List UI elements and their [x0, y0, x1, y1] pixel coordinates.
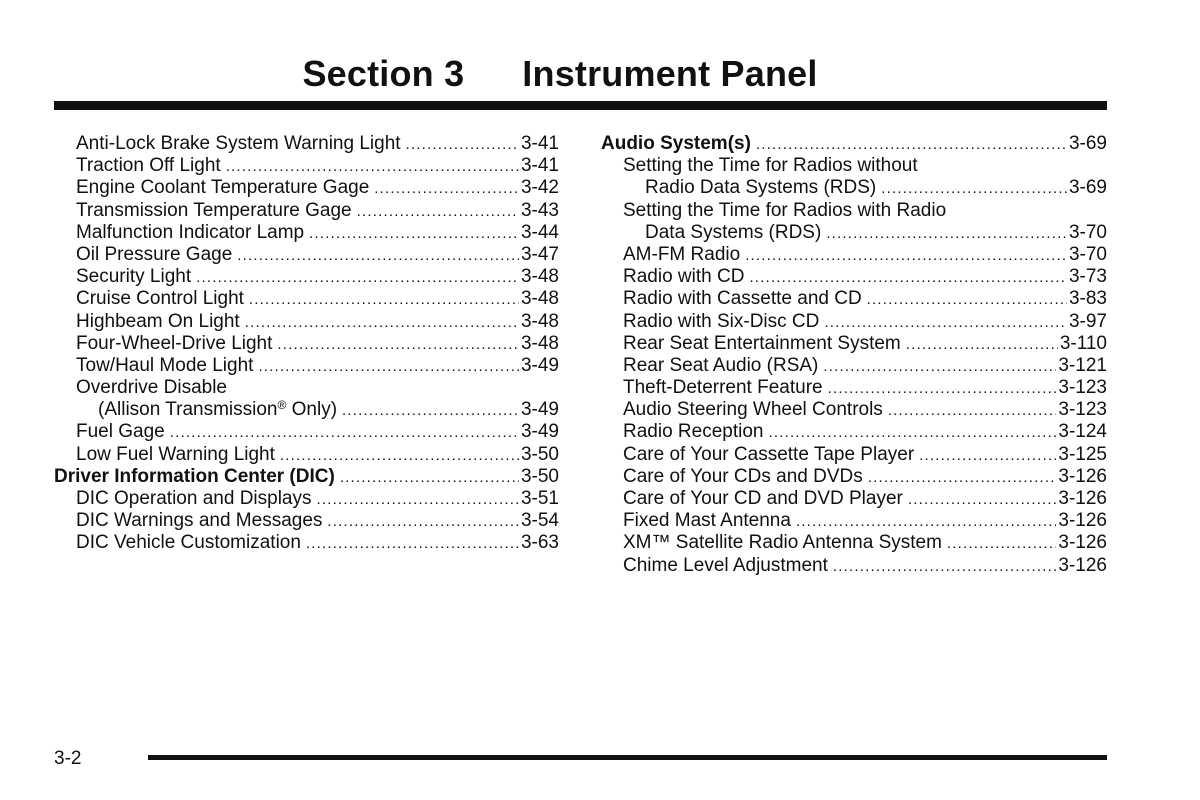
toc-entry-label: [623, 288, 862, 310]
toc-page-number: 3-70: [1068, 221, 1107, 243]
toc-entry-label: [623, 244, 740, 266]
toc-entry-label: [76, 532, 301, 554]
toc-left-column: [54, 133, 559, 555]
toc-entry-text: Care of Your CD and DVD Player: [623, 488, 903, 509]
toc-heading: [601, 133, 1107, 155]
title-divider: [54, 101, 1107, 110]
toc-entry-text: Audio System(s): [601, 133, 751, 154]
toc-entry: [54, 266, 559, 288]
toc-entry: [54, 155, 559, 177]
toc-entry-text: Setting the Time for Radios with Radio: [623, 199, 947, 221]
toc-page-number: 3-42: [520, 177, 559, 199]
toc-entry-label: [623, 377, 823, 399]
toc-entry-text: Radio with Cassette and CD: [623, 288, 862, 310]
dot-leader: [340, 467, 519, 489]
toc-entry-text: Cruise Control Light: [76, 288, 244, 310]
toc-entry: [601, 510, 1107, 532]
toc-page-number: 3-124: [1058, 421, 1107, 443]
dot-leader: [357, 201, 519, 223]
toc-entry: [54, 311, 559, 333]
toc-page-number: 3-51: [520, 488, 559, 509]
toc-entry-label: [623, 444, 914, 466]
toc-entry: [54, 288, 559, 310]
toc-entry: [54, 510, 559, 532]
toc-page-number: 3-123: [1058, 377, 1107, 399]
toc-page-number: 3-126: [1058, 465, 1107, 487]
toc-entry-label: [623, 555, 828, 577]
toc-entry-text: DIC Vehicle Customization: [76, 532, 301, 554]
toc-entry: [601, 244, 1107, 266]
section-label: Section 3: [302, 53, 465, 94]
toc-page-number: 3-83: [1068, 288, 1107, 310]
toc-entry-label: [623, 355, 818, 377]
toc-entry-label: [623, 421, 763, 443]
toc-entry-text: Traction Off Light: [76, 155, 221, 177]
dot-leader: [908, 489, 1057, 511]
toc-heading: [54, 466, 559, 488]
toc-entry-label: [623, 466, 863, 488]
toc-entry-text: XM™ Satellite Radio Antenna System: [623, 532, 942, 554]
toc-page-number: 3-49: [520, 399, 559, 421]
page-number: 3-2: [54, 748, 82, 769]
dot-leader: [868, 467, 1057, 489]
toc-page-number: 3-63: [520, 532, 559, 554]
toc-page-number: 3-50: [520, 465, 559, 487]
toc-entry: [601, 399, 1107, 421]
toc-page-number: 3-43: [520, 199, 559, 221]
toc-entry: [54, 532, 559, 554]
toc-page-number: 3-49: [520, 421, 559, 443]
toc-entry: [601, 200, 1107, 222]
toc-entry: [601, 488, 1107, 510]
toc-entry-label: [76, 510, 322, 532]
toc-entry-text: Radio Data Systems (RDS): [645, 177, 877, 199]
toc-page-number: 3-69: [1068, 133, 1107, 154]
toc-page-number: 3-49: [520, 354, 559, 376]
toc-entry: [54, 133, 559, 155]
toc-entry-label: [623, 333, 901, 355]
dot-leader: [756, 134, 1067, 156]
toc-entry-text: Audio Steering Wheel Controls: [623, 399, 883, 421]
toc-entry-label: [645, 222, 821, 244]
toc-entry: [601, 444, 1107, 466]
toc-entry-text: AM-FM Radio: [623, 243, 741, 265]
toc-entry-label: [54, 466, 335, 488]
toc-entry: [601, 333, 1107, 355]
toc-entry-label: [76, 266, 191, 288]
toc-entry-text: Overdrive Disable: [76, 377, 227, 399]
toc-entry-label: [623, 266, 744, 288]
toc-entry-label: [76, 311, 240, 333]
toc-entry-text: Chime Level Adjustment: [623, 554, 828, 576]
toc-entry: [54, 222, 559, 244]
footer-divider: [148, 755, 1107, 760]
toc-page-number: 3-123: [1058, 399, 1107, 421]
toc-entry-text: Oil Pressure Gage: [76, 243, 233, 265]
toc-entry-label: [76, 133, 401, 155]
dot-leader: [796, 511, 1056, 533]
toc-entry-text: Fixed Mast Antenna: [623, 510, 791, 532]
dot-leader: [919, 445, 1056, 467]
toc-page-number: 3-41: [520, 155, 559, 177]
toc-page-number: 3-97: [1068, 310, 1107, 332]
toc-entry-label: [623, 488, 903, 510]
toc-page-number: 3-44: [520, 221, 559, 243]
dot-leader: [196, 267, 519, 289]
dot-leader: [258, 356, 519, 378]
toc-entry-text: Security Light: [76, 266, 192, 288]
toc-entry-label: [76, 333, 272, 355]
toc-entry: [54, 200, 559, 222]
toc-entry-text: Setting the Time for Radios without: [623, 155, 918, 177]
dot-leader: [867, 289, 1067, 311]
toc-entry-text: Low Fuel Warning Light: [76, 443, 275, 465]
toc-entry-text: Rear Seat Audio (RSA): [623, 354, 819, 376]
toc-entry-label: [623, 311, 819, 333]
toc-entry-text: (Allison Transmission: [98, 399, 278, 421]
toc-entry: [54, 488, 559, 510]
dot-leader: [881, 178, 1067, 200]
dot-leader: [947, 533, 1056, 555]
dot-leader: [768, 422, 1056, 444]
toc-entry-text: Tow/Haul Mode Light: [76, 354, 254, 376]
toc-entry-label: [623, 155, 918, 177]
dot-leader: [306, 533, 519, 555]
toc-page-number: 3-48: [520, 310, 559, 332]
toc-page-number: 3-121: [1058, 354, 1107, 376]
toc-right-column: [601, 133, 1107, 577]
dot-leader: [823, 356, 1056, 378]
dot-leader: [406, 134, 519, 156]
toc-entry-label: [76, 488, 312, 510]
toc-entry-text-suffix: Only): [286, 399, 338, 421]
toc-entry-label: [645, 177, 876, 199]
toc-entry-label: [76, 288, 244, 310]
dot-leader: [833, 556, 1057, 578]
toc-page-number: 3-126: [1058, 488, 1107, 509]
toc-entry-text: Care of Your Cassette Tape Player: [623, 443, 915, 465]
toc-entry-label: [623, 200, 946, 222]
dot-leader: [309, 223, 519, 245]
toc-entry: [54, 333, 559, 355]
toc-entry: [601, 466, 1107, 488]
toc-entry-label: [76, 377, 227, 399]
dot-leader: [237, 245, 519, 267]
toc-entry: [601, 555, 1107, 577]
dot-leader: [226, 156, 519, 178]
toc-entry: [601, 155, 1107, 177]
toc-page-number: 3-54: [520, 510, 559, 532]
toc-page-number: 3-73: [1068, 266, 1107, 288]
toc-entry: [54, 177, 559, 199]
toc-entry: [54, 421, 559, 443]
dot-leader: [745, 245, 1067, 267]
toc-entry-text: Malfunction Indicator Lamp: [76, 221, 305, 243]
dot-leader: [826, 223, 1067, 245]
dot-leader: [327, 511, 519, 533]
toc-entry: [54, 244, 559, 266]
toc-page-number: 3-126: [1058, 554, 1107, 576]
toc-entry: [601, 288, 1107, 310]
toc-entry-label: [76, 177, 369, 199]
toc-entry-text: DIC Warnings and Messages: [76, 510, 323, 532]
toc-entry: [601, 266, 1107, 288]
dot-leader: [906, 334, 1058, 356]
dot-leader: [888, 400, 1057, 422]
toc-entry-text: Theft-Deterrent Feature: [623, 377, 823, 399]
toc-page-number: 3-126: [1058, 532, 1107, 554]
toc-entry-text: Anti-Lock Brake System Warning Light: [76, 133, 401, 154]
toc-entry: [54, 399, 559, 421]
toc-entry-text: Four-Wheel-Drive Light: [76, 332, 273, 354]
toc-entry-label: [623, 510, 791, 532]
toc-page-number: 3-110: [1059, 332, 1107, 354]
dot-leader: [317, 489, 519, 511]
toc-entry-text: Care of Your CDs and DVDs: [623, 465, 863, 487]
toc-page-number: 3-125: [1058, 443, 1107, 465]
toc-entry: [601, 421, 1107, 443]
toc-entry-text: Radio with CD: [623, 266, 745, 288]
toc-entry: [54, 444, 559, 466]
toc-entry-label: [601, 133, 751, 155]
toc-entry-label: [623, 532, 942, 554]
toc-entry: [54, 377, 559, 399]
toc-entry-label: [98, 399, 337, 421]
dot-leader: [342, 400, 519, 422]
dot-leader: [170, 422, 519, 444]
dot-leader: [249, 289, 519, 311]
registered-mark: ®: [277, 398, 287, 413]
toc-entry-text: Radio with Six-Disc CD: [623, 310, 820, 332]
toc-page-number: 3-48: [520, 266, 559, 288]
toc-page-number: 3-69: [1068, 177, 1107, 199]
toc-entry-label: [76, 244, 232, 266]
toc-entry-text: DIC Operation and Displays: [76, 488, 312, 509]
toc-page-number: 3-126: [1058, 510, 1107, 532]
page-title: [0, 52, 1120, 96]
toc-entry-label: [76, 200, 352, 222]
toc-entry: [601, 222, 1107, 244]
dot-leader: [245, 312, 519, 334]
toc-page-number: 3-48: [520, 288, 559, 310]
toc-page-number: 3-41: [520, 133, 559, 154]
toc-entry-label: [76, 444, 275, 466]
dot-leader: [374, 178, 519, 200]
toc-entry: [601, 355, 1107, 377]
toc-entry-text: Transmission Temperature Gage: [76, 199, 352, 221]
toc-page-number: 3-70: [1068, 243, 1107, 265]
dot-leader: [277, 334, 519, 356]
dot-leader: [824, 312, 1067, 334]
toc-entry: [54, 355, 559, 377]
toc-entry-text: Highbeam On Light: [76, 310, 240, 332]
toc-entry: [601, 311, 1107, 333]
toc-entry-label: [76, 421, 165, 443]
toc-entry-text: Fuel Gage: [76, 421, 165, 443]
dot-leader: [280, 445, 519, 467]
toc-page-number: 3-50: [520, 443, 559, 465]
toc-entry-label: [76, 355, 253, 377]
toc-entry: [601, 532, 1107, 554]
toc-entry-label: [623, 399, 883, 421]
section-title: Instrument Panel: [522, 53, 818, 94]
toc-entry: [601, 377, 1107, 399]
toc-page-number: 3-48: [520, 332, 559, 354]
toc-page-number: 3-47: [520, 243, 559, 265]
dot-leader: [828, 378, 1057, 400]
toc-entry-text: Engine Coolant Temperature Gage: [76, 177, 370, 199]
dot-leader: [749, 267, 1067, 289]
toc-entry: [601, 177, 1107, 199]
toc-entry-text: Data Systems (RDS): [645, 221, 822, 243]
toc-entry-label: [76, 222, 304, 244]
toc-entry-label: [76, 155, 221, 177]
toc-entry-text: Radio Reception: [623, 421, 764, 443]
toc-entry-text: Rear Seat Entertainment System: [623, 332, 901, 354]
toc-entry-text: Driver Information Center (DIC): [54, 465, 335, 487]
